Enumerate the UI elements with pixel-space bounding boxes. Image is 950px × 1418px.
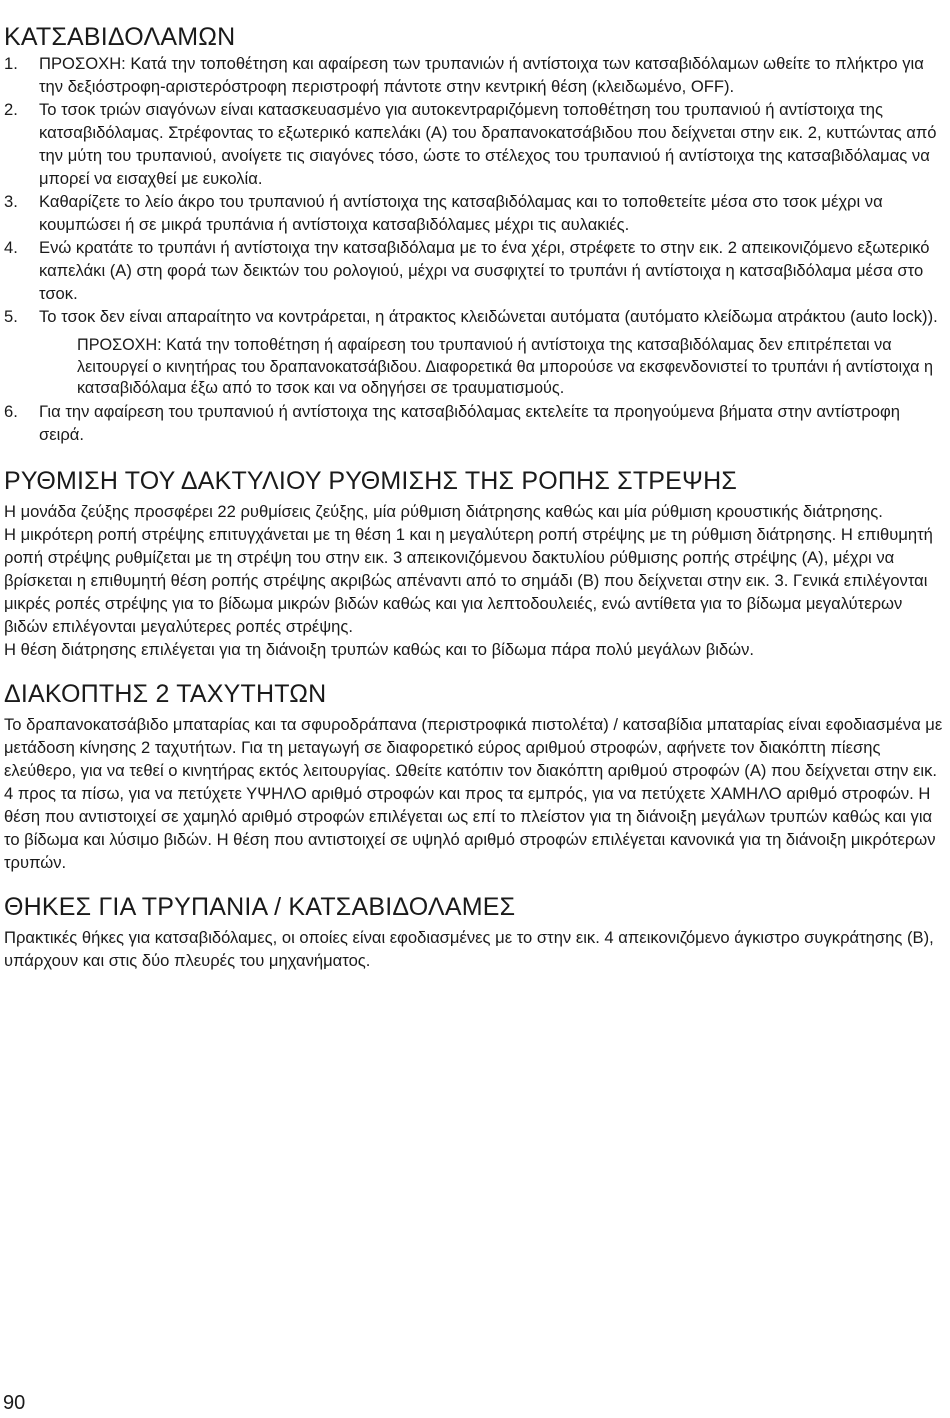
list-item — [4, 400, 948, 446]
list-item-text: Καθαρίζετε το λείο άκρο του τρυπανιού ή αντίστοιχα της κατσαβιδόλαμας και το τοποθετείτε μέσα στο τσοκ μέχρι να κουμπώσει ή σε μικρά τρυπάνια ή αντίστοιχα κατσαβιδόλαμες μέχρι τις αυλακιές. — [39, 192, 883, 234]
paragraph: Το δραπανοκατσάβιδο μπαταρίας και τα σφυροδράπανα (περιστροφικά πιστολέτα) / κατσαβίδια μπαταρίας είναι εφοδιασμένα με μετάδοση κίνησης 2 ταχυτήτων. Για τη μεταγωγή σε διαφορετικό εύρος αριθμού στροφών, αφήνετε τον διακόπτη πίεσης ελεύθερο, για να τεθεί ο κινητήρας εκτός λειτουργίας. Ωθείτε κατόπιν τον διακόπτη αριθμού στροφών (A) που δείχνεται στην εικ. 4 προς τα πίσω, για να πετύχετε ΥΨΗΛΟ αριθμό στροφών και προς τα εμπρός, για να πετύχετε ΧΑΜΗΛΟ αριθμό στροφών. Η θέση που αντιστοιχεί σε χαμηλό αριθμό στροφών επιλέγεται ως επί το πλείστον για τη διάνοιξη μεγάλων τρυπών καθώς και για το βίδωμα και λύσιμο βιδών. Η θέση που αντιστοιχεί σε υψηλό αριθμό στροφών επιλέγεται κανονικά για τη διάνοιξη μικρότερων τρυπών. — [4, 714, 943, 872]
section-torque — [4, 466, 948, 661]
paragraph: Η θέση διάτρησης επιλέγεται για τη διάνοιξη τρυπών καθώς και το βίδωμα πάρα πολύ μεγάλων βιδών. — [4, 639, 755, 659]
paragraph: Η μονάδα ζεύξης προσφέρει 22 ρυθμίσεις ζεύξης, μία ρύθμιση διάτρησης καθώς και μία ρύθμιση κρουστικής διάτρησης. — [4, 501, 883, 521]
caution-note: ΠΡΟΣΟΧΗ: Κατά την τοποθέτηση ή αφαίρεση του τρυπανιού ή αντίστοιχα της κατσαβιδόλαμας δεν επιτρέπεται να λειτουργεί ο κινητήρας του δραπανοκατσάβιδου. Διαφορετικά θα μπορούσε να εκσφενδονιστεί το τρυπάνι ή αντίστοιχα η κατσαβιδόλαμα έξω από το τσοκ και να οδηγήσει σε τραυματισμούς. — [77, 336, 934, 397]
section-chuck — [4, 22, 948, 446]
numbered-list — [4, 52, 948, 446]
list-item-text: Το τσοκ τριών σιαγόνων είναι κατασκευασμένο για αυτοκεντραριζόμενη τοποθέτηση του τρυπανιού ή αντίστοιχα της κατσαβιδόλαμας. Στρέφοντας το εξωτερικό καπελάκι (A) του δραπανοκατσάβιδου που δείχνεται στην εικ. 2, κυττώντας από την μύτη του τρυπανιού, ανοίγετε τις σιαγόνες τόσο, ώστε το στέλεχος του τρυπανιού ή αντίστοιχα της κατσαβιδόλαμας να μπορεί να εισαχθεί με ευκολία. — [39, 100, 937, 188]
manual-page — [4, 22, 948, 972]
section-heading: ΘΗΚΕΣ ΓΙΑ ΤΡΥΠΑΝΙΑ / ΚΑΤΣΑΒΙΔΟΛΑΜΕΣ — [4, 892, 516, 921]
list-item-number: 2. — [4, 100, 18, 119]
list-item — [4, 98, 948, 190]
section-two-speed — [4, 679, 948, 874]
section-heading: ΔΙΑΚΟΠΤΗΣ 2 ΤΑΧΥΤΗΤΩΝ — [4, 679, 327, 708]
list-item-number: 3. — [4, 192, 18, 211]
list-item-text: Ενώ κρατάτε το τρυπάνι ή αντίστοιχα την κατσαβιδόλαμα με το ένα χέρι, στρέφετε το στην εικ. 2 απεικονιζόμενο εξωτερικό καπελάκι (A) στη φορά των δεικτών του ρολογιού, μέχρι να συσφιχτεί το τρυπάνι ή αντίστοιχα η κατσαβιδόλαμα μέσα στο τσοκ. — [39, 238, 930, 303]
list-item — [4, 236, 948, 305]
list-item — [4, 190, 948, 236]
list-item — [4, 52, 948, 98]
list-item-number: 4. — [4, 238, 18, 257]
list-item-number: 5. — [4, 307, 18, 326]
paragraph: Πρακτικές θήκες για κατσαβιδόλαμες, οι οποίες είναι εφοδιασμένες με το στην εικ. 4 απεικονιζόμενο άγκιστρο συγκράτησης (B), υπάρχουν και στις δύο πλευρές του μηχανήματος. — [4, 927, 934, 970]
list-item-number: 6. — [4, 401, 18, 421]
list-item-text: ΠΡΟΣΟΧΗ: Κατά την τοποθέτηση και αφαίρεση των τρυπανιών ή αντίστοιχα των κατσαβιδόλαμων ωθείτε το πλήκτρο για την δεξιόστροφη-αριστερόστροφη περιστροφή πάντοτε στην κεντρική θέση (κλειδωμένο, OFF). — [39, 54, 924, 96]
list-item-text: Το τσοκ δεν είναι απαραίτητο να κοντράρεται, η άτρακτος κλειδώνεται αυτόματα (αυτόματο κλείδωμα ατράκτου (auto lock)). — [39, 307, 938, 326]
section-heading: ΡΥΘΜΙΣΗ ΤΟΥ ΔΑΚΤΥΛΙΟΥ ΡΥΘΜΙΣΗΣ ΤΗΣ ΡΟΠΗΣ ΣΤΡΕΨΗΣ — [4, 466, 738, 495]
list-item-number: 1. — [4, 54, 18, 73]
paragraph: Η μικρότερη ροπή στρέψης επιτυγχάνεται με τη θέση 1 και η μεγαλύτερη ροπή στρέψης με τη ρύθμιση διάτρησης. Η επιθυμητή ροπή στρέψης ρυθμίζεται με τη στρέψη του στην εικ. 3 απεικονιζόμενου δακτυλίου ρύθμισης ροπής στρέψης (A), μέχρι να βρίσκεται η επιθυμητή θέση ροπής στρέψης ακριβώς απέναντι από το σημάδι (B) που δείχνεται στην εικ. 3. Γενικά επιλέγονται μικρές ροπές στρέψης για το βίδωμα μικρών βιδών καθώς και για λεπτοδουλειές, ενώ αντίθετα για το βίδωμα μεγαλύτερων βιδών επιλέγονται μεγαλύτερες ροπές στρέψης. — [4, 524, 933, 636]
section-heading: ΚΑΤΣΑΒΙΔΟΛΑΜΩΝ — [4, 23, 236, 51]
list-item — [4, 305, 948, 328]
section-holders — [4, 892, 948, 972]
page-number: 90 — [3, 1392, 26, 1414]
list-item-text: Για την αφαίρεση του τρυπανιού ή αντίστοιχα της κατσαβιδόλαμας εκτελείτε τα προηγούμενα βήματα στην αντίστροφη σειρά. — [39, 401, 900, 444]
